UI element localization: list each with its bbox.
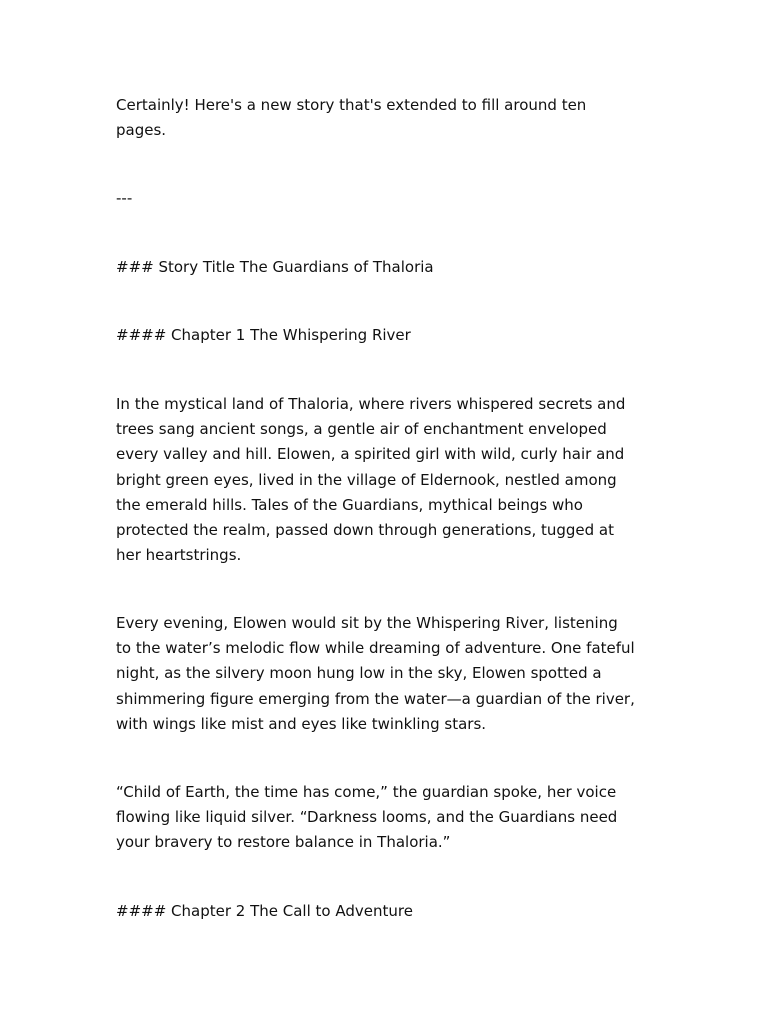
paragraph-line: the emerald hills. Tales of the Guardians, mythical beings who — [116, 495, 583, 514]
paragraph-line: protected the realm, passed down through generations, tugged at — [116, 521, 615, 540]
chapter-2-heading — [116, 899, 656, 924]
chapter-1-heading-text: #### Chapter 1 The Whispering River — [116, 326, 411, 344]
paragraph-line: flowing like liquid silver. “Darkness looms, and the Guardians need — [116, 808, 618, 827]
paragraph-line: night, as the silvery moon hung low in the sky, Elowen spotted a — [116, 664, 602, 683]
paragraph-1 — [116, 392, 656, 568]
paragraph-line: trees sang ancient songs, a gentle air of enchantment enveloped — [116, 420, 607, 439]
intro-line: Certainly! Here's a new story that's extended to fill around ten — [116, 96, 587, 114]
intro-paragraph — [116, 93, 656, 143]
story-title — [116, 255, 656, 280]
story-title-text: ### Story Title The Guardians of Thaloria — [116, 258, 434, 276]
paragraph-line: In the mystical land of Thaloria, where rivers whispered secrets and — [116, 395, 626, 413]
paragraph-line: shimmering figure emerging from the water—a guardian of the river, — [116, 689, 635, 708]
separator — [116, 186, 656, 211]
paragraph-line: your bravery to restore balance in Thaloria.” — [116, 833, 451, 852]
paragraph-line: bright green eyes, lived in the village of Eldernook, nestled among — [116, 470, 617, 489]
paragraph-line: Every evening, Elowen would sit by the Whispering River, listening — [116, 614, 618, 632]
paragraph-line: with wings like mist and eyes like twinkling stars. — [116, 714, 487, 733]
separator-text: --- — [116, 189, 133, 207]
paragraph-2 — [116, 611, 656, 737]
paragraph-line: her heartstrings. — [116, 546, 242, 565]
chapter-1-heading — [116, 323, 656, 348]
paragraph-line: every valley and hill. Elowen, a spirited girl with wild, curly hair and — [116, 445, 625, 464]
paragraph-line: to the water’s melodic flow while dreaming of adventure. One fateful — [116, 639, 635, 658]
chapter-2-heading-text: #### Chapter 2 The Call to Adventure — [116, 902, 413, 920]
paragraph-line: “Child of Earth, the time has come,” the guardian spoke, her voice — [116, 783, 617, 801]
intro-line: pages. — [116, 121, 167, 140]
paragraph-3 — [116, 780, 656, 856]
